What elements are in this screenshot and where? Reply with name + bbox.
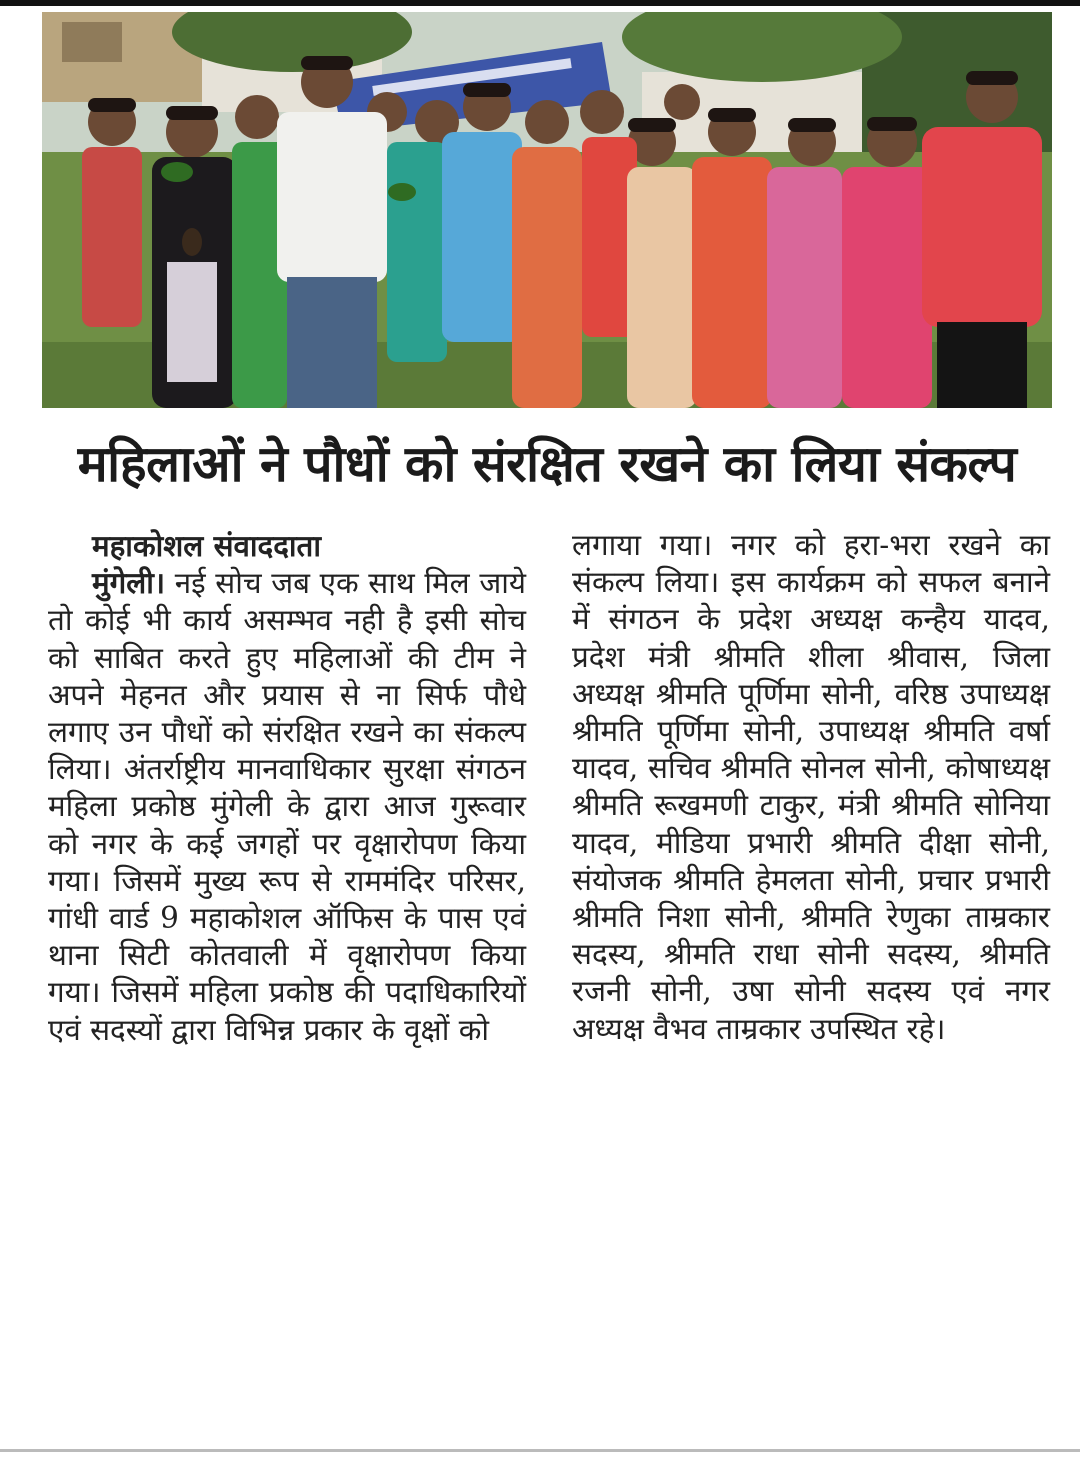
article-lead-paragraph xyxy=(48,564,526,1049)
article-column-left xyxy=(48,527,526,1049)
news-photo xyxy=(42,12,1052,408)
article-byline: महाकोशल संवाददाता xyxy=(92,528,321,563)
article-continuation-text: लगाया गया। नगर को हरा-भरा रखने का संकल्प लिया। इस कार्यक्रम को सफल बनाने में संगठन के प्रदेश अध्यक्ष कन्हैय यादव, प्रदेश मंत्री श्रीमति शीला श्रीवास, जिला अध्यक्ष श्रीमति पूर्णिमा सोनी, वरिष्ठ उपाध्यक्ष श्रीमति पूर्णिमा सोनी, उपाध्यक्ष श्रीमति वर्षा यादव, सचिव श्रीमति सोनल सोनी, कोषाध्यक्ष श्रीमति रूखमणी टाकुर, मंत्री श्रीमति सोनिया यादव, मीडिया प्रभारी श्रीमति दीक्षा सोनी, संयोजक श्रीमति हेमलता सोनी, प्रचार प्रभारी श्रीमति निशा सोनी, श्रीमति रेणुका ताम्रकार सदस्य, श्रीमति राधा सोनी सदस्य, श्रीमति रजनी सोनी, उषा सोनी सदस्य एवं नगर अध्यक्ष वैभव ताम्रकार उपस्थित रहे। xyxy=(572,528,1050,1046)
group-photo-illustration xyxy=(42,12,1052,408)
article-column-right xyxy=(572,527,1050,1048)
article-lead-text: नई सोच जब एक साथ मिल जाये तो कोई भी कार्य असम्भव नही है इसी सोच को साबित करते हुए महिलाओं की टीम ने अपने मेहनत और प्रयास से ना सिर्फ पौधे लगाए उन पौधों को संरक्षित रखने का संकल्प लिया। अंतर्राष्ट्रीय मानवाधिकार सुरक्षा संगठन महिला प्रकोष्ठ मुंगेली के द्वारा आज गुरूवार को नगर के कई जगहों पर वृक्षारोपण किया गया। जिसमें मुख्य रूप से राममंदिर परिसर, गांधी वार्ड 9 महाकोशल ऑफिस के पास एवं थाना सिटी कोतवाली में वृक्षारोपण किया गया। जिसमें महिला प्रकोष्ठ की पदाधिकारियों एवं सदस्यों द्वारा विभिन्न प्रकार के वृक्षों को xyxy=(48,566,526,1047)
top-rule xyxy=(0,0,1080,6)
bottom-rule xyxy=(0,1449,1080,1452)
article-dateline: मुंगेली। xyxy=(92,565,166,601)
article-headline: महिलाओं ने पौधों को संरक्षित रखने का लिया संकल्प xyxy=(77,435,1017,493)
